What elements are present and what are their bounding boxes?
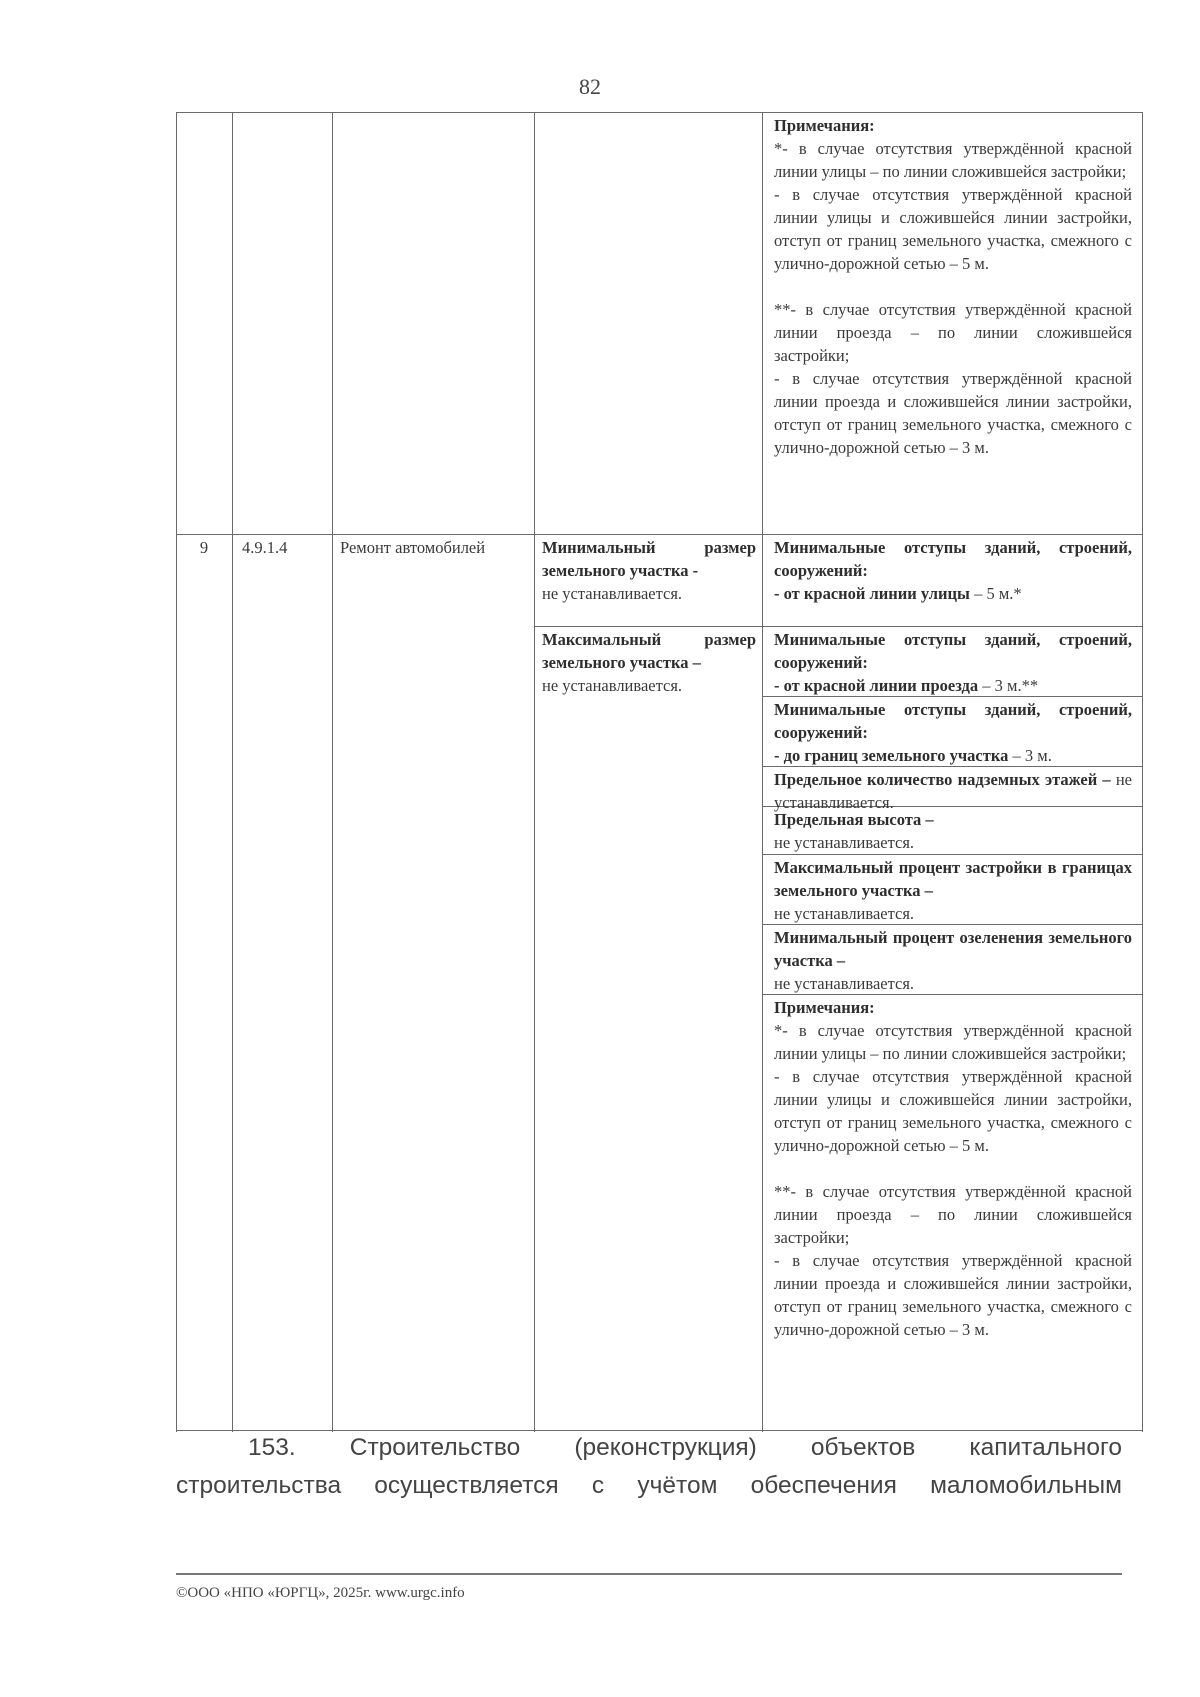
footer-copyright: ©ООО «НПО «ЮРГЦ», 2025г. www.urgc.info — [176, 1585, 465, 1601]
note-drive-1: **- в случае отсутствия утверждённой красной линии проезда – по линии сложившейся застройки; — [774, 300, 1132, 365]
min-plot-size-value: не устанавливается. — [542, 584, 683, 603]
setback-drive-cell — [774, 628, 1132, 697]
column-divider — [762, 112, 763, 1432]
note-drive-1: **- в случае отсутствия утверждённой красной линии проезда – по линии сложившейся застройки; — [774, 1182, 1132, 1247]
max-plot-size-title: Максимальный размер земельного участка – — [542, 630, 756, 672]
table-border-top — [176, 112, 1143, 113]
setback-drive-label: - от красной линии проезда — [774, 676, 979, 695]
column-divider — [232, 112, 233, 1432]
page-number: 82 — [579, 74, 601, 99]
note-street-1: *- в случае отсутствия утверждённой красной линии улицы – по линии сложившейся застройки; — [774, 139, 1132, 181]
row-divider — [534, 626, 1143, 627]
setback-street-value: – 5 м.* — [969, 584, 1022, 603]
greening-value: не устанавливается. — [774, 974, 915, 993]
table-border-right — [1142, 112, 1143, 1432]
min-plot-size-title: Минимальный размер земельного участка - — [542, 538, 756, 580]
height-title: Предельная высота – — [774, 810, 934, 829]
column-divider — [534, 112, 535, 1432]
note-drive-2: - в случае отсутствия утверждённой красной линии проезда и сложившейся линии застройки, отступ от границ земельного участка, смежного с улично-дорожной сетью – 3 м. — [774, 369, 1132, 457]
setback-plot-title: Минимальные отступы зданий, строений, сооружений: — [774, 700, 1132, 742]
floors-value: не устанавливается. — [774, 770, 1132, 812]
land-use-name: Ремонт автомобилей — [340, 538, 486, 557]
notes-heading: Примечания: — [774, 116, 875, 135]
greening-title: Минимальный процент озеленения земельного участка – — [774, 928, 1132, 970]
paragraph-153-text-1: 153. Строительство (реконструкция) объектов капитального — [248, 1434, 1122, 1461]
coverage-cell — [774, 856, 1132, 925]
coverage-value: не устанавливается. — [774, 904, 915, 923]
footer-rule — [176, 1573, 1122, 1575]
setback-street-title: Минимальные отступы зданий, строений, сооружений: — [774, 538, 1132, 580]
setback-plot-value: – 3 м. — [1008, 746, 1052, 765]
greening-cell — [774, 926, 1132, 995]
max-plot-size-cell — [542, 628, 756, 697]
note-drive-2: - в случае отсутствия утверждённой красной линии проезда и сложившейся линии застройки, отступ от границ земельного участка, смежного с улично-дорожной сетью – 3 м. — [774, 1251, 1132, 1339]
setback-plot-label: - до границ земельного участка — [774, 746, 1009, 765]
height-cell — [774, 808, 1132, 854]
classifier-code: 4.9.1.4 — [242, 538, 288, 557]
table-border-left — [176, 112, 177, 1432]
paragraph-153-line-1 — [176, 1428, 1122, 1468]
row-divider — [762, 854, 1143, 855]
max-plot-size-value: не устанавливается. — [542, 676, 683, 695]
coverage-title: Максимальный процент застройки в границах земельного участка – — [774, 858, 1132, 900]
notes-cell — [774, 996, 1132, 1341]
note-street-1: *- в случае отсутствия утверждённой красной линии улицы – по линии сложившейся застройки; — [774, 1021, 1132, 1063]
regulations-table — [176, 112, 1144, 1432]
notes-heading: Примечания: — [774, 998, 875, 1017]
note-street-2: - в случае отсутствия утверждённой красной линии улицы и сложившейся линии застройки, отступ от границ земельного участка, смежного с улично-дорожной сетью – 5 м. — [774, 1067, 1132, 1155]
setback-drive-title: Минимальные отступы зданий, строений, сооружений: — [774, 630, 1132, 672]
column-divider — [332, 112, 333, 1432]
paragraph-153-line-2: строительства осуществляется с учётом обеспечения маломобильным — [176, 1472, 1122, 1499]
note-street-2: - в случае отсутствия утверждённой красной линии улицы и сложившейся линии застройки, отступ от границ земельного участка, смежного с улично-дорожной сетью – 5 м. — [774, 185, 1132, 273]
min-plot-size-cell — [542, 536, 756, 605]
setback-plot-cell — [774, 698, 1132, 767]
setback-street-cell — [774, 536, 1132, 605]
height-value: не устанавливается. — [774, 833, 915, 852]
floors-title: Предельное количество надземных этажей – — [774, 770, 1111, 789]
setback-street-label: - от красной линии улицы — [774, 584, 970, 603]
row-number: 9 — [199, 538, 209, 557]
continued-notes-cell — [774, 114, 1132, 459]
row-divider — [176, 534, 1143, 535]
setback-drive-value: – 3 м.** — [978, 676, 1039, 695]
